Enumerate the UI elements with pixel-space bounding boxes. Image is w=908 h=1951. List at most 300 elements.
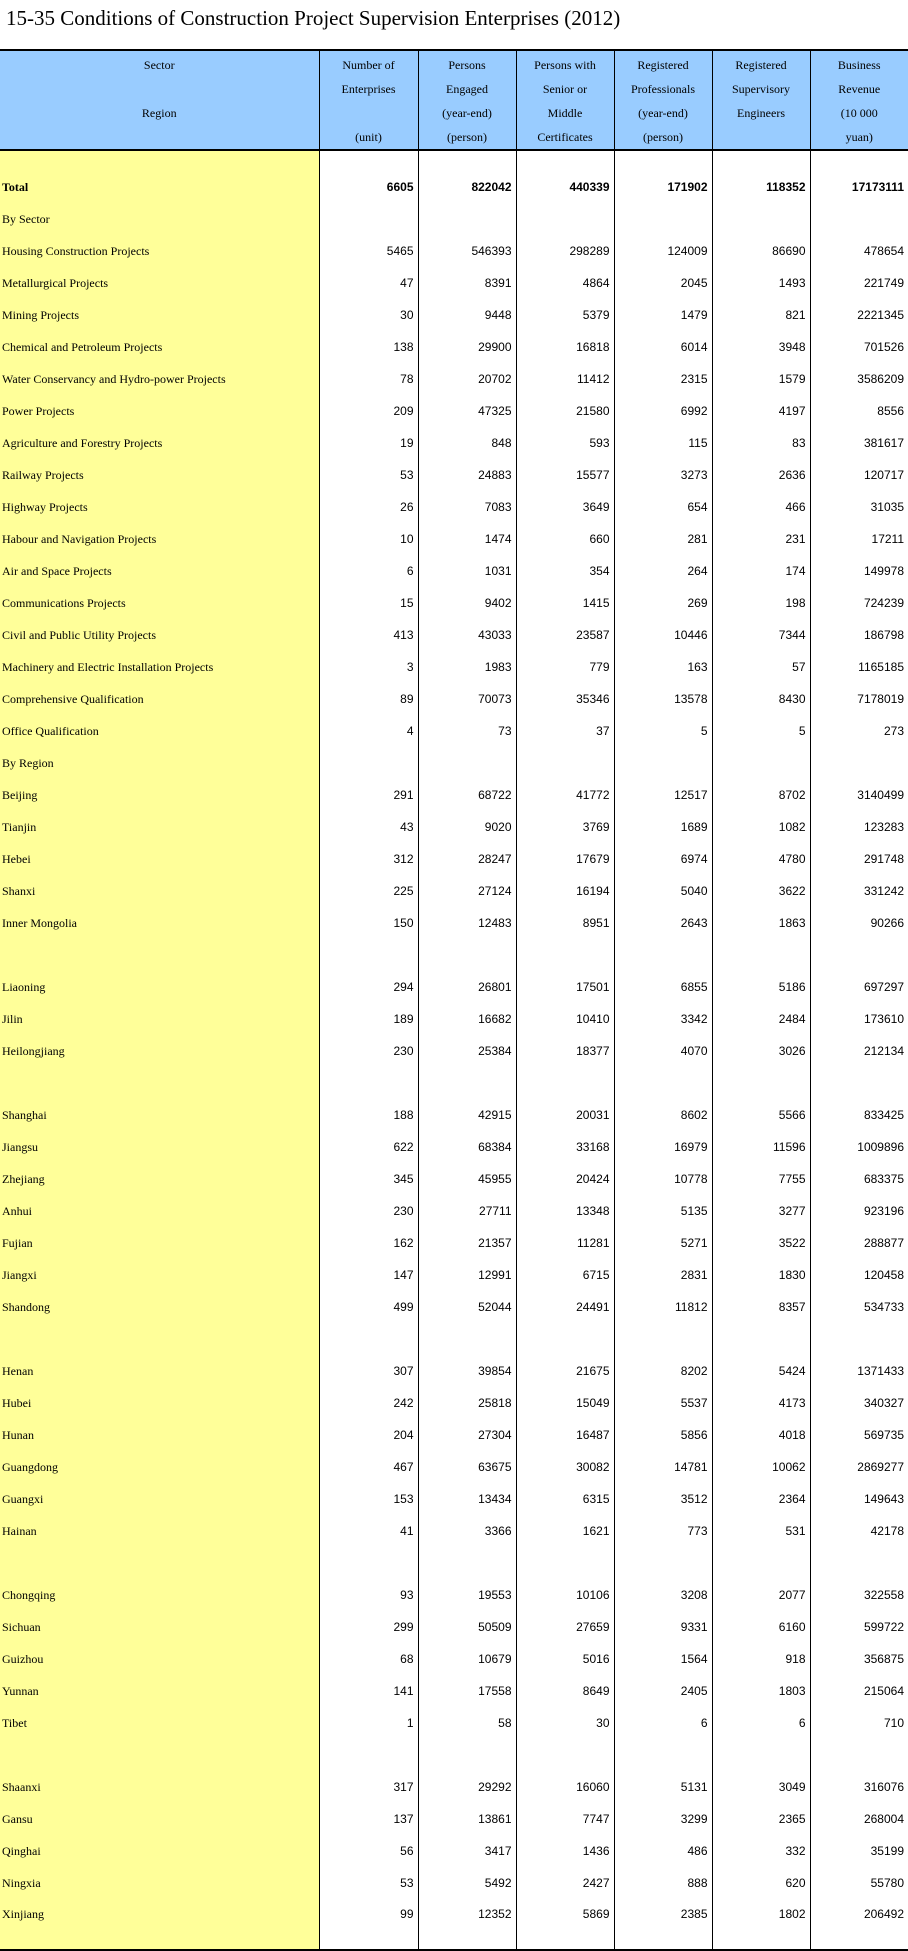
value-cell: 9402: [418, 587, 516, 619]
value-cell: 41: [319, 1515, 418, 1547]
header-sector-label: Sector: [143, 58, 175, 72]
value-cell: 162: [319, 1227, 418, 1259]
value-cell: 2315: [614, 363, 712, 395]
value-cell: 17501: [516, 971, 614, 1003]
value-cell: 1474: [418, 523, 516, 555]
row-label: Jiangxi: [0, 1259, 319, 1291]
value-cell: [614, 203, 712, 235]
value-cell: 9448: [418, 299, 516, 331]
value-cell: 28247: [418, 843, 516, 875]
value-cell: 12483: [418, 907, 516, 939]
spacer-label-cell: [0, 1067, 319, 1099]
row-label: Guangxi: [0, 1483, 319, 1515]
value-cell: 16979: [614, 1131, 712, 1163]
value-cell: 660: [516, 523, 614, 555]
header-sector-region: [0, 50, 319, 150]
value-cell: 3: [319, 651, 418, 683]
value-cell: 486: [614, 1835, 712, 1867]
row-label: Guangdong: [0, 1451, 319, 1483]
spacer-cell: [810, 1547, 908, 1579]
table-row: [0, 1771, 908, 1803]
value-cell: 1436: [516, 1835, 614, 1867]
row-label: Gansu: [0, 1803, 319, 1835]
value-cell: 31035: [810, 491, 908, 523]
value-cell: 710: [810, 1707, 908, 1739]
value-cell: 264: [614, 555, 712, 587]
value-cell: 16682: [418, 1003, 516, 1035]
value-cell: 1863: [712, 907, 810, 939]
value-cell: 918: [712, 1643, 810, 1675]
spacer-row: [0, 1067, 908, 1099]
value-cell: 11596: [712, 1131, 810, 1163]
value-cell: 230: [319, 1195, 418, 1227]
value-cell: 3649: [516, 491, 614, 523]
spacer-cell: [418, 939, 516, 971]
value-cell: [418, 747, 516, 779]
value-cell: 43: [319, 811, 418, 843]
value-cell: 354: [516, 555, 614, 587]
spacer-cell: [516, 1547, 614, 1579]
value-cell: 3049: [712, 1771, 810, 1803]
value-cell: 45955: [418, 1163, 516, 1195]
table-row: [0, 555, 908, 587]
value-cell: 58: [418, 1707, 516, 1739]
spacer-cell: [810, 1323, 908, 1355]
value-cell: 4070: [614, 1035, 712, 1067]
value-cell: 13578: [614, 683, 712, 715]
row-label: Habour and Navigation Projects: [0, 523, 319, 555]
row-label: Sichuan: [0, 1611, 319, 1643]
table-row: [0, 1899, 908, 1950]
table-row: [0, 1579, 908, 1611]
header-number-of-enterprises: Number of Enterprises (unit): [319, 50, 418, 150]
table-row: [0, 1867, 908, 1899]
table-row: [0, 1835, 908, 1867]
value-cell: 3522: [712, 1227, 810, 1259]
value-cell: 89: [319, 683, 418, 715]
value-cell: 622: [319, 1131, 418, 1163]
value-cell: 30: [516, 1707, 614, 1739]
value-cell: 221749: [810, 267, 908, 299]
value-cell: 6: [319, 555, 418, 587]
header-region-label: Region: [141, 106, 177, 120]
row-label: Tibet: [0, 1707, 319, 1739]
spacer-cell: [810, 939, 908, 971]
row-label: By Sector: [0, 203, 319, 235]
spacer-cell: [319, 1547, 418, 1579]
value-cell: 198: [712, 587, 810, 619]
value-cell: 15: [319, 587, 418, 619]
row-label: Beijing: [0, 779, 319, 811]
table-row: [0, 1419, 908, 1451]
value-cell: 291: [319, 779, 418, 811]
value-cell: 123283: [810, 811, 908, 843]
value-cell: 3273: [614, 459, 712, 491]
value-cell: 26801: [418, 971, 516, 1003]
value-cell: [712, 203, 810, 235]
value-cell: 701526: [810, 331, 908, 363]
value-cell: 10778: [614, 1163, 712, 1195]
row-label: Air and Space Projects: [0, 555, 319, 587]
table-row: [0, 811, 908, 843]
value-cell: 206492: [810, 1899, 908, 1950]
value-cell: 5186: [712, 971, 810, 1003]
table-row: [0, 971, 908, 1003]
header-persons-with-certificates: Persons with Senior or Middle Certificates: [516, 50, 614, 150]
spacer-cell: [516, 1739, 614, 1771]
value-cell: 13861: [418, 1803, 516, 1835]
row-label: Hebei: [0, 843, 319, 875]
value-cell: 6160: [712, 1611, 810, 1643]
spacer-cell: [418, 1323, 516, 1355]
table-row: [0, 203, 908, 235]
value-cell: 118352: [712, 171, 810, 203]
value-cell: 2643: [614, 907, 712, 939]
spacer-cell: [810, 1739, 908, 1771]
spacer-cell: [319, 1323, 418, 1355]
table-row: [0, 299, 908, 331]
spacer-label-cell: [0, 1739, 319, 1771]
value-cell: 5856: [614, 1419, 712, 1451]
value-cell: 55780: [810, 1867, 908, 1899]
spacer-label-cell: [0, 939, 319, 971]
value-cell: 13348: [516, 1195, 614, 1227]
row-label: Metallurgical Projects: [0, 267, 319, 299]
table-row: [0, 843, 908, 875]
value-cell: 1031: [418, 555, 516, 587]
value-cell: 150: [319, 907, 418, 939]
value-cell: 124009: [614, 235, 712, 267]
value-cell: 5537: [614, 1387, 712, 1419]
row-label: Fujian: [0, 1227, 319, 1259]
value-cell: 17558: [418, 1675, 516, 1707]
value-cell: 225: [319, 875, 418, 907]
value-cell: 7178019: [810, 683, 908, 715]
table-row: [0, 1355, 908, 1387]
value-cell: 115: [614, 427, 712, 459]
row-label: Shandong: [0, 1291, 319, 1323]
value-cell: 21357: [418, 1227, 516, 1259]
value-cell: 10446: [614, 619, 712, 651]
table-row: [0, 1387, 908, 1419]
value-cell: 7755: [712, 1163, 810, 1195]
value-cell: 1479: [614, 299, 712, 331]
row-label: Communications Projects: [0, 587, 319, 619]
value-cell: 466: [712, 491, 810, 523]
value-cell: 4018: [712, 1419, 810, 1451]
table-row: [0, 683, 908, 715]
value-cell: 7747: [516, 1803, 614, 1835]
value-cell: 6855: [614, 971, 712, 1003]
value-cell: 14781: [614, 1451, 712, 1483]
value-cell: [810, 747, 908, 779]
value-cell: 1689: [614, 811, 712, 843]
value-cell: 16060: [516, 1771, 614, 1803]
header-registered-supervisory-engineers: Registered Supervisory Engineers: [712, 50, 810, 150]
value-cell: 599722: [810, 1611, 908, 1643]
value-cell: 683375: [810, 1163, 908, 1195]
table-row: [0, 619, 908, 651]
table-row: [0, 747, 908, 779]
value-cell: 5: [712, 715, 810, 747]
value-cell: 10410: [516, 1003, 614, 1035]
value-cell: 29900: [418, 331, 516, 363]
value-cell: 6715: [516, 1259, 614, 1291]
spacer-cell: [712, 1739, 810, 1771]
table-row: [0, 907, 908, 939]
row-label: Civil and Public Utility Projects: [0, 619, 319, 651]
row-label: Agriculture and Forestry Projects: [0, 427, 319, 459]
value-cell: 6974: [614, 843, 712, 875]
value-cell: 5379: [516, 299, 614, 331]
value-cell: 10: [319, 523, 418, 555]
spacer-cell: [319, 1739, 418, 1771]
spacer-cell: [516, 939, 614, 971]
value-cell: 16194: [516, 875, 614, 907]
row-label: Qinghai: [0, 1835, 319, 1867]
table-row: [0, 1707, 908, 1739]
table-row: [0, 779, 908, 811]
spacer-row: [0, 1739, 908, 1771]
spacer-cell: [712, 939, 810, 971]
value-cell: 288877: [810, 1227, 908, 1259]
value-cell: 291748: [810, 843, 908, 875]
value-cell: 294: [319, 971, 418, 1003]
table-row: [0, 587, 908, 619]
value-cell: 47325: [418, 395, 516, 427]
row-label: Chemical and Petroleum Projects: [0, 331, 319, 363]
value-cell: 923196: [810, 1195, 908, 1227]
value-cell: 4: [319, 715, 418, 747]
table-row: [0, 1515, 908, 1547]
value-cell: 1371433: [810, 1355, 908, 1387]
value-cell: 11412: [516, 363, 614, 395]
spacer-cell: [614, 1739, 712, 1771]
table-body: [0, 150, 908, 1950]
value-cell: 4780: [712, 843, 810, 875]
value-cell: 3948: [712, 331, 810, 363]
value-cell: 30: [319, 299, 418, 331]
value-cell: 499: [319, 1291, 418, 1323]
header-registered-professionals: Registered Professionals (year-end) (person): [614, 50, 712, 150]
value-cell: 68384: [418, 1131, 516, 1163]
value-cell: 4173: [712, 1387, 810, 1419]
value-cell: 317: [319, 1771, 418, 1803]
value-cell: 1415: [516, 587, 614, 619]
value-cell: 41772: [516, 779, 614, 811]
value-cell: [712, 747, 810, 779]
value-cell: 8951: [516, 907, 614, 939]
value-cell: 531: [712, 1515, 810, 1547]
row-label: Water Conservancy and Hydro-power Projects: [0, 363, 319, 395]
value-cell: 209: [319, 395, 418, 427]
value-cell: 7083: [418, 491, 516, 523]
value-cell: 212134: [810, 1035, 908, 1067]
value-cell: 10679: [418, 1643, 516, 1675]
value-cell: 13434: [418, 1483, 516, 1515]
value-cell: 8430: [712, 683, 810, 715]
value-cell: 2077: [712, 1579, 810, 1611]
value-cell: 230: [319, 1035, 418, 1067]
value-cell: 16487: [516, 1419, 614, 1451]
value-cell: 153: [319, 1483, 418, 1515]
value-cell: 2427: [516, 1867, 614, 1899]
value-cell: 93: [319, 1579, 418, 1611]
value-cell: 27711: [418, 1195, 516, 1227]
value-cell: 68722: [418, 779, 516, 811]
statistics-table: [0, 49, 908, 1951]
value-cell: 47: [319, 267, 418, 299]
value-cell: 137: [319, 1803, 418, 1835]
value-cell: 340327: [810, 1387, 908, 1419]
value-cell: 3277: [712, 1195, 810, 1227]
value-cell: 163: [614, 651, 712, 683]
value-cell: 90266: [810, 907, 908, 939]
row-label: Chongqing: [0, 1579, 319, 1611]
value-cell: 8702: [712, 779, 810, 811]
value-cell: 231: [712, 523, 810, 555]
table-row: [0, 1131, 908, 1163]
value-cell: 10106: [516, 1579, 614, 1611]
value-cell: 1564: [614, 1643, 712, 1675]
value-cell: 1802: [712, 1899, 810, 1950]
top-padding-row: [0, 150, 908, 171]
value-cell: 299: [319, 1611, 418, 1643]
value-cell: 19: [319, 427, 418, 459]
value-cell: 2364: [712, 1483, 810, 1515]
table-row: [0, 459, 908, 491]
spacer-cell: [516, 1067, 614, 1099]
value-cell: 3342: [614, 1003, 712, 1035]
value-cell: 331242: [810, 875, 908, 907]
value-cell: 2636: [712, 459, 810, 491]
value-cell: 654: [614, 491, 712, 523]
value-cell: 1: [319, 1707, 418, 1739]
spacer-cell: [712, 1067, 810, 1099]
value-cell: 147: [319, 1259, 418, 1291]
value-cell: 5271: [614, 1227, 712, 1259]
value-cell: 2221345: [810, 299, 908, 331]
value-cell: 8202: [614, 1355, 712, 1387]
value-cell: 3299: [614, 1803, 712, 1835]
value-cell: 822042: [418, 171, 516, 203]
value-cell: [516, 747, 614, 779]
value-cell: 3622: [712, 875, 810, 907]
value-cell: 83: [712, 427, 810, 459]
row-label: Yunnan: [0, 1675, 319, 1707]
table-row: [0, 1227, 908, 1259]
value-cell: 21675: [516, 1355, 614, 1387]
table-header: [0, 50, 908, 150]
table-row: [0, 875, 908, 907]
value-cell: 15577: [516, 459, 614, 491]
value-cell: 52044: [418, 1291, 516, 1323]
value-cell: 1165185: [810, 651, 908, 683]
value-cell: 188: [319, 1099, 418, 1131]
table-row: [0, 1291, 908, 1323]
row-label: Zhejiang: [0, 1163, 319, 1195]
value-cell: 17211: [810, 523, 908, 555]
row-label: Machinery and Electric Installation Projects: [0, 651, 319, 683]
value-cell: 5424: [712, 1355, 810, 1387]
value-cell: 53: [319, 459, 418, 491]
spacer-cell: [614, 939, 712, 971]
value-cell: 4197: [712, 395, 810, 427]
value-cell: 11812: [614, 1291, 712, 1323]
value-cell: [810, 203, 908, 235]
value-cell: 3769: [516, 811, 614, 843]
spacer-row: [0, 1323, 908, 1355]
value-cell: 26: [319, 491, 418, 523]
value-cell: 5492: [418, 1867, 516, 1899]
value-cell: 2869277: [810, 1451, 908, 1483]
table-row: [0, 171, 908, 203]
value-cell: 773: [614, 1515, 712, 1547]
value-cell: 99: [319, 1899, 418, 1950]
value-cell: 8357: [712, 1291, 810, 1323]
spacer-row: [0, 939, 908, 971]
value-cell: 779: [516, 651, 614, 683]
value-cell: 268004: [810, 1803, 908, 1835]
value-cell: 1621: [516, 1515, 614, 1547]
value-cell: [516, 203, 614, 235]
value-cell: 5: [614, 715, 712, 747]
value-cell: 27124: [418, 875, 516, 907]
value-cell: 724239: [810, 587, 908, 619]
row-label: Tianjin: [0, 811, 319, 843]
value-cell: 37: [516, 715, 614, 747]
value-cell: 9331: [614, 1611, 712, 1643]
value-cell: 697297: [810, 971, 908, 1003]
value-cell: 23587: [516, 619, 614, 651]
value-cell: 1493: [712, 267, 810, 299]
value-cell: 345: [319, 1163, 418, 1195]
spacer-cell: [614, 1547, 712, 1579]
value-cell: 138: [319, 331, 418, 363]
table-row: [0, 331, 908, 363]
table-row: [0, 1035, 908, 1067]
value-cell: 215064: [810, 1675, 908, 1707]
value-cell: 39854: [418, 1355, 516, 1387]
row-label: Guizhou: [0, 1643, 319, 1675]
value-cell: 6: [712, 1707, 810, 1739]
value-cell: 8602: [614, 1099, 712, 1131]
value-cell: 3586209: [810, 363, 908, 395]
value-cell: 33168: [516, 1131, 614, 1163]
value-cell: 3140499: [810, 779, 908, 811]
value-cell: 2484: [712, 1003, 810, 1035]
spacer-label-cell: [0, 1547, 319, 1579]
value-cell: 70073: [418, 683, 516, 715]
value-cell: 298289: [516, 235, 614, 267]
value-cell: 356875: [810, 1643, 908, 1675]
value-cell: 467: [319, 1451, 418, 1483]
table-row: [0, 1675, 908, 1707]
table-row: [0, 395, 908, 427]
value-cell: 281: [614, 523, 712, 555]
row-label: Power Projects: [0, 395, 319, 427]
spacer-row: [0, 1547, 908, 1579]
value-cell: 25384: [418, 1035, 516, 1067]
row-label: Jilin: [0, 1003, 319, 1035]
value-cell: 12352: [418, 1899, 516, 1950]
spacer-cell: [614, 1323, 712, 1355]
statistics-table-container: [0, 49, 908, 1951]
row-label: Highway Projects: [0, 491, 319, 523]
value-cell: 3026: [712, 1035, 810, 1067]
table-row: [0, 1163, 908, 1195]
row-label: By Region: [0, 747, 319, 779]
